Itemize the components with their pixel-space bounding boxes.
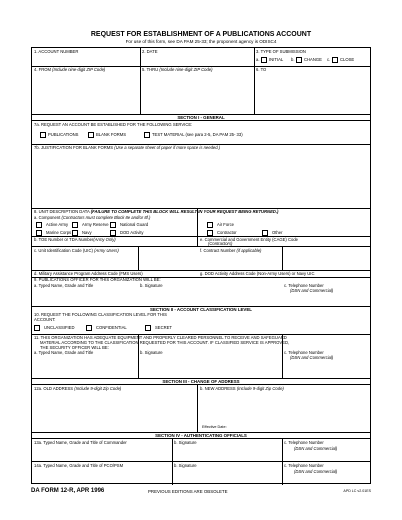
form-number: DA FORM 12-R, APR 1996: [31, 488, 105, 494]
officer-name-label: a. Typed Name, Grade and Title: [34, 283, 94, 288]
column-divider: [140, 48, 141, 114]
to-label: 6. TO: [256, 67, 267, 72]
new-address-label: b. NEW ADDRESS (Include 9-digit Zip Code): [200, 386, 284, 391]
column-divider: [172, 438, 173, 485]
officer-signature-label: b. Signature: [140, 283, 163, 288]
test-material-label: TEST MATERIAL (see para 2-5, DA PAM 25- 33): [152, 132, 243, 137]
column-divider: [254, 48, 255, 114]
security-officer-phone-label: c. Telephone Number: [284, 350, 324, 355]
section-1-heading: SECTION I - GENERAL: [177, 115, 225, 120]
security-statement-line3: THE SECURITY OFFICER WILL BE:: [40, 345, 109, 350]
unit-description-label: 8. UNIT DESCRIPTION DATA (FAILURE TO COMPLETE THIS BLOCK WILL RESULT IN YOUR REQUEST BEING RETURNED.): [34, 209, 279, 214]
form-title: REQUEST FOR ESTABLISHMENT OF A PUBLICATIONS ACCOUNT: [90, 31, 312, 38]
security-officer-name-label: a. Typed Name, Grade and Title: [34, 350, 94, 355]
initial-label: INITIAL: [269, 57, 284, 62]
old-address-label: 12a. OLD ADDRESS (Include 9-digit Zip Code): [34, 386, 122, 391]
toe-tda-label: b. TOE Number or TDA Number(Army Only): [34, 237, 116, 242]
pco-name-label: 14a. Typed Name, Grade and Title of PCO/PSM: [34, 463, 124, 468]
publications-officer-label: 9. PUBLICATIONS OFFICER FOR THIS ORGANIZATION WILL BE:: [34, 277, 161, 282]
blank-forms-label: BLANK FORMS: [96, 132, 127, 137]
unclassified-label: UNCLASSIFIED: [44, 325, 75, 330]
air-force-checkbox[interactable]: [207, 222, 213, 228]
other-checkbox[interactable]: [262, 230, 268, 236]
column-divider: [282, 438, 283, 485]
effective-date-label: Effective Date:: [202, 425, 227, 429]
column-divider: [282, 246, 283, 270]
rule: [32, 246, 370, 247]
commander-phone-label: c. Telephone Number: [284, 440, 324, 445]
contractor-checkbox[interactable]: [207, 230, 213, 236]
column-divider: [197, 384, 198, 432]
close-checkbox[interactable]: [332, 57, 338, 63]
blank-forms-checkbox[interactable]: [88, 132, 94, 138]
confidential-checkbox[interactable]: [86, 325, 92, 331]
submission-b-marker: b.: [291, 57, 295, 62]
justification-label: 7b. JUSTIFICATION FOR BLANK FORMS (Use a separate sheet of paper if more space is needed.): [34, 145, 221, 150]
classification-label-cont: ACCOUNT:: [34, 317, 56, 322]
obsolete-notice: PREVIOUS EDITIONS ARE OBSOLETE: [148, 489, 228, 494]
security-officer-phone-hint: (DSN and Commercial): [290, 355, 334, 360]
close-label: CLOSE: [340, 57, 355, 62]
navy-checkbox[interactable]: [72, 230, 78, 236]
classification-label: 10. REQUEST THE FOLLOWING CLASSIFICATION LEVEL FOR THIS: [34, 312, 167, 317]
dod-activity-label: DOD Activity: [120, 230, 144, 235]
marine-corps-checkbox[interactable]: [36, 230, 42, 236]
test-material-checkbox[interactable]: [144, 132, 150, 138]
army-reserve-label: Army Reserve: [82, 222, 109, 227]
marine-corps-label: Marine Corps: [46, 230, 72, 235]
version-label: APD LC v2.01ES: [343, 489, 371, 493]
pco-phone-label: c. Telephone Number: [284, 463, 324, 468]
form-subtitle: For use of this form, see DA PAM 25-33; the proponent agency is ODISC4: [125, 39, 277, 44]
component-label: a. Component (Contractors must complete Block 8e and/or 8f.): [34, 215, 151, 220]
submission-a-marker: a.: [256, 57, 260, 62]
submission-c-marker: c.: [327, 57, 331, 62]
cage-code-hint: (Contractors): [208, 241, 233, 246]
from-label: 4. FROM (Include nine-digit ZIP Code): [34, 67, 106, 72]
commander-signature-label: b. Signature: [174, 440, 197, 445]
pco-signature-label: b. Signature: [174, 463, 197, 468]
air-force-label: Air Force: [217, 222, 234, 227]
active-army-checkbox[interactable]: [36, 222, 42, 228]
section-2-heading: SECTION II - ACCOUNT CLASSIFICATION LEVEL: [150, 307, 252, 312]
contractor-label: Contractor: [217, 230, 237, 235]
pco-phone-hint: (DSN and Commercial): [294, 469, 338, 474]
initial-checkbox[interactable]: [261, 57, 267, 63]
change-label: CHANGE: [304, 57, 322, 62]
rule: [32, 438, 370, 439]
account-number-label: 1. ACCOUNT NUMBER: [34, 49, 79, 54]
officer-phone-label: c. Telephone Number: [284, 283, 324, 288]
publications-label: PUBLICATIONS: [48, 132, 79, 137]
uic-label: c. Unit Identification Code (UIC) (Army Users): [34, 248, 119, 253]
other-label: Other: [272, 230, 283, 235]
commander-phone-hint: (DSN and Commercial): [294, 446, 338, 451]
commander-name-label: 13a. Typed Name, Grade and Title of Commander: [34, 440, 127, 445]
secret-checkbox[interactable]: [145, 325, 151, 331]
date-label: 2. DATE: [142, 49, 158, 54]
security-statement-line2: MATERIAL ACCORDING TO THE CLASSIFICATION REQUESTED FOR THIS ACCOUNT. IF CLASSIFIED SERVICE IS APPROVED,: [40, 340, 290, 345]
rule: [32, 120, 370, 121]
officer-phone-hint: (DSN and Commercial): [290, 288, 334, 293]
dodaac-label: g. DOD Activity Address Code (Non-Army Users) or Navy UIC: [200, 271, 315, 276]
national-guard-checkbox[interactable]: [110, 222, 116, 228]
map-address-code-label: d. Military Assistance Program Address Code (FMS Users): [34, 271, 143, 276]
national-guard-label: National Guard: [120, 222, 149, 227]
army-reserve-checkbox[interactable]: [72, 222, 78, 228]
form-body: [31, 47, 371, 484]
confidential-label: CONFIDENTIAL: [96, 325, 127, 330]
rule: [32, 384, 370, 385]
section-4-heading: SECTION IV - AUTHENTICATING OFFICIALS: [155, 433, 247, 438]
publications-checkbox[interactable]: [40, 132, 46, 138]
security-statement-line1: 11. THIS ORGANIZATION HAS ADEQUATE EQUIPMENT AND PROPERLY CLEARED PERSONNEL TO RECEIVE AND SAFEGUARD: [34, 335, 287, 340]
contract-number-label: f. Contract Number (if applicable): [200, 248, 262, 253]
change-checkbox[interactable]: [296, 57, 302, 63]
service-request-label: 7a. REQUEST AN ACCOUNT BE ESTABLISHED FOR THE FOLLOWING SERVICE:: [34, 122, 193, 127]
security-officer-signature-label: b. Signature: [140, 350, 163, 355]
navy-label: Navy: [82, 230, 92, 235]
submission-type-label: 3. TYPE OF SUBMISSION: [256, 49, 306, 54]
dod-activity-checkbox[interactable]: [110, 230, 116, 236]
column-divider: [138, 246, 139, 270]
active-army-label: Active Army: [46, 222, 69, 227]
section-3-heading: SECTION III - CHANGE OF ADDRESS: [162, 379, 240, 384]
thru-label: 5. THRU (Include nine-digit ZIP Code): [142, 67, 213, 72]
unclassified-checkbox[interactable]: [34, 325, 40, 331]
rule: [32, 461, 370, 462]
secret-label: SECRET: [155, 325, 172, 330]
cage-code-label: e. Commercial and Government Entity (CAGE) Code: [200, 237, 298, 242]
